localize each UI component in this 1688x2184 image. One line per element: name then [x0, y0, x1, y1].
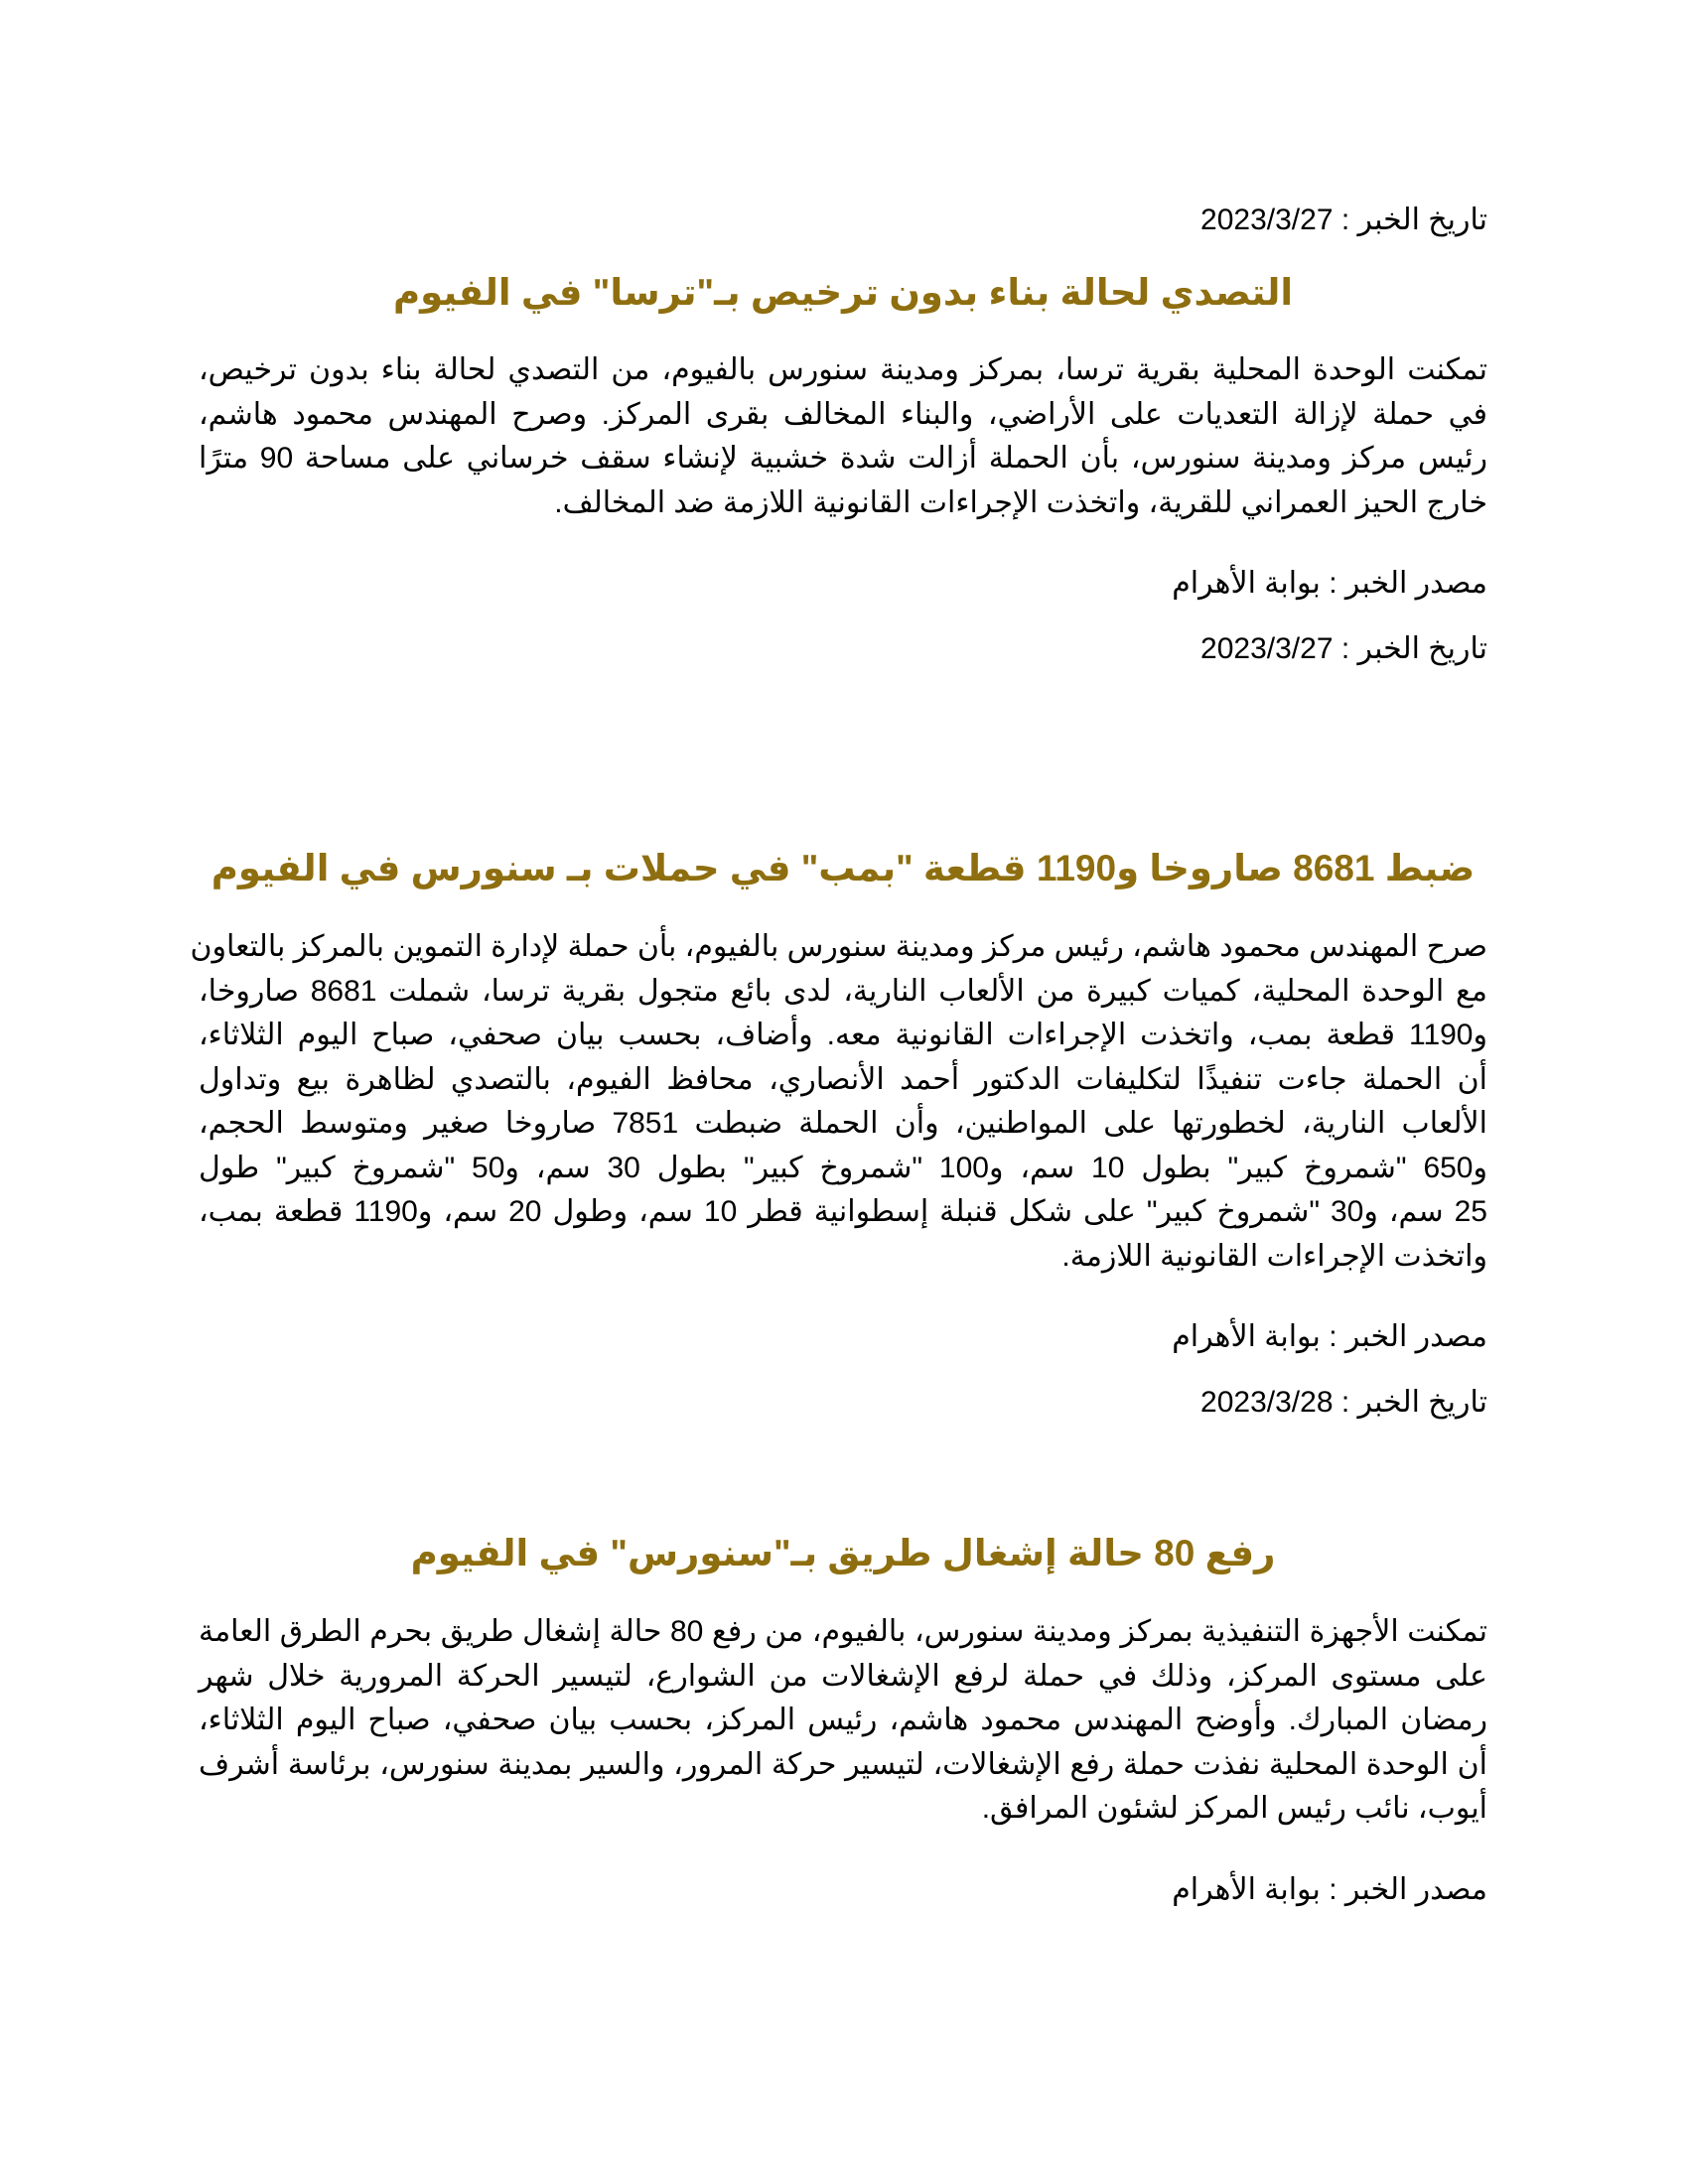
- article-3-date: تاريخ الخبر : 2023/3/28: [1200, 1386, 1487, 1419]
- article-3-body-line: أيوب، نائب رئيس المركز لشئون المرافق.: [981, 1792, 1487, 1825]
- article-1-body-line: في حملة لإزالة التعديات على الأراضي، والبناء المخالف بقرى المركز. وصرح المهندس محمود هاشم،: [199, 397, 1487, 431]
- article-1-title: التصدي لحالة بناء بدون ترخيص بـ"ترسا" في الفيوم: [392, 272, 1294, 313]
- article-3-source: مصدر الخبر : بوابة الأهرام: [1172, 1873, 1487, 1906]
- article-3-body-line: رمضان المبارك. وأوضح المهندس محمود هاشم، رئيس المركز، بحسب بيان صحفي، صباح اليوم الثلاثاء،: [199, 1704, 1487, 1736]
- article-2-body: [190, 925, 1488, 1279]
- article-3-body-line: على مستوى المركز، وذلك في حملة لرفع الإشغالات من الشوارع، لتيسير الحركة المرورية خلال شهر: [199, 1659, 1487, 1693]
- article-1-body-line: رئيس مركز ومدينة سنورس، بأن الحملة أزالت شدة خشبية لإنشاء سقف خرساني على مساحة 90 مترًا: [199, 442, 1487, 475]
- article-2-body-line: مع الوحدة المحلية، كميات كبيرة من الألعاب النارية، لدى بائع متجول بقرية ترسا، شملت 8681 صاروخا،: [199, 974, 1488, 1008]
- article-2-title: ضبط 8681 صاروخا و1190 قطعة "بمب" في حملات بـ سنورس في الفيوم: [211, 848, 1476, 888]
- article-2-body-line: واتخذت الإجراءات القانونية اللازمة.: [1061, 1239, 1487, 1273]
- article-2-body-line: صرح المهندس محمود هاشم، رئيس مركز ومدينة سنورس بالفيوم، بأن حملة لإدارة التموين بالمركز بالتعاون: [190, 930, 1487, 963]
- article-1-source: مصدر الخبر : بوابة الأهرام: [1172, 567, 1487, 600]
- article-2-body-line: 25 سم، و30 "شمروخ كبير" على شكل قنبلة إسطوانية قطر 10 سم، وطول 20 سم، و1190 قطعة بمب،: [199, 1195, 1487, 1228]
- article-3-body: [199, 1610, 1487, 1832]
- article-3-body-line: تمكنت الأجهزة التنفيذية بمركز ومدينة سنورس، بالفيوم، من رفع 80 حالة إشغال طريق بحرم الطرق العامة: [199, 1615, 1487, 1648]
- article-2-body-line: و650 "شمروخ كبير" بطول 10 سم، و100 "شمروخ كبير" بطول 30 سم، و50 "شمروخ كبير" طول: [199, 1151, 1487, 1184]
- article-3-title: رفع 80 حالة إشغال طريق بـ"سنورس" في الفيوم: [410, 1533, 1276, 1573]
- article-2-source: مصدر الخبر : بوابة الأهرام: [1172, 1320, 1487, 1353]
- article-2-date: تاريخ الخبر : 2023/3/27: [1200, 632, 1487, 665]
- article-3-body-line: أن الوحدة المحلية نفذت حملة رفع الإشغالات، لتيسير حركة المرور، والسير بمدينة سنورس، برئاسة أشرف: [199, 1747, 1487, 1781]
- article-1-body-line: تمكنت الوحدة المحلية بقرية ترسا، بمركز ومدينة سنورس بالفيوم، من التصدي لحالة بناء بدون ترخيص،: [199, 353, 1487, 386]
- article-1-body-line: خارج الحيز العمراني للقرية، واتخذت الإجراءات القانونية اللازمة ضد المخالف.: [554, 485, 1487, 519]
- article-2-body-line: و1190 قطعة بمب، واتخذت الإجراءات القانونية معه. وأضاف، بحسب بيان صحفي، صباح اليوم الثلاثاء،: [199, 1019, 1487, 1051]
- article-1-date: تاريخ الخبر : 2023/3/27: [1200, 204, 1487, 236]
- article-1-body: [199, 348, 1487, 525]
- article-2-body-line: أن الحملة جاءت تنفيذًا لتكليفات الدكتور أحمد الأنصاري، محافظ الفيوم، بالتصدي لظاهرة بيع وتداول: [199, 1062, 1487, 1096]
- document-page: [190, 0, 1488, 2184]
- article-2-body-line: الألعاب النارية، لخطورتها على المواطنين، وأن الحملة ضبطت 7851 صاروخا صغير ومتوسط الحجم،: [199, 1107, 1488, 1140]
